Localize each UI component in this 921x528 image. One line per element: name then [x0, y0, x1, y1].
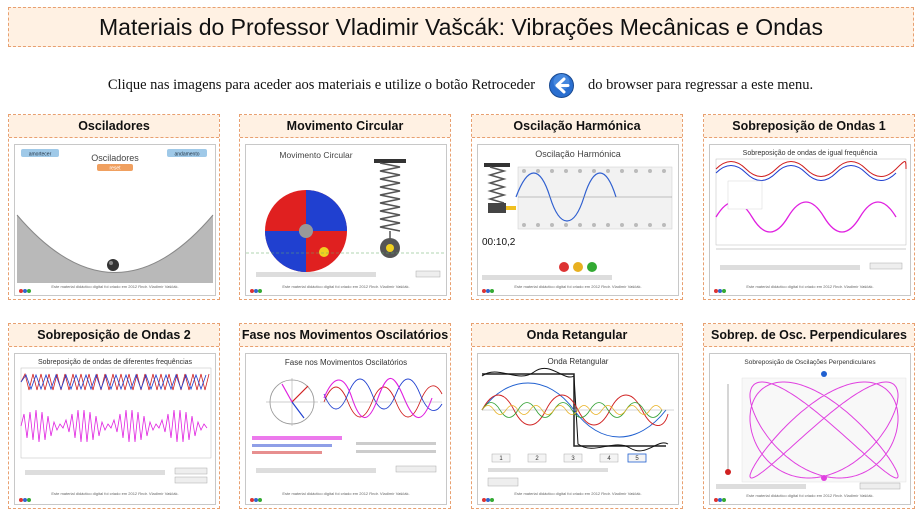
timer-readout: 00:10,2 [482, 237, 516, 248]
harmonic-button-1[interactable]: 1 [499, 456, 503, 462]
harmonic-button-4[interactable]: 4 [607, 456, 611, 462]
instructions-text-after: do browser para regressar a este menu. [588, 76, 814, 93]
footer-note: Este material didáctico digital foi criado em 2012 Rndr. Vladimír Vaščák. [282, 284, 410, 289]
card-title: Onda Retangular [472, 324, 682, 347]
button-andamento[interactable]: andamento [174, 151, 200, 158]
card-osciladores[interactable] [8, 114, 220, 300]
thumbnail-oscilacoes-perpendiculares[interactable] [709, 353, 911, 505]
back-arrow-icon[interactable] [549, 73, 574, 98]
card-movimento-circular[interactable] [239, 114, 451, 300]
inner-title: Oscilação Harmónica [535, 149, 621, 159]
harmonic-button-3[interactable]: 3 [571, 456, 575, 462]
card-title: Oscilação Harmónica [472, 115, 682, 138]
harmonic-button-5[interactable]: 5 [635, 456, 639, 462]
thumbnail-oscilacao-harmonica[interactable] [477, 144, 679, 296]
inner-title: Sobreposição de ondas de igual frequência [742, 150, 878, 157]
card-onda-retangular[interactable] [471, 323, 683, 509]
thumbnail-osciladores[interactable] [14, 144, 216, 296]
card-oscilacoes-perpendiculares[interactable] [703, 323, 915, 509]
card-title: Sobreposição de Ondas 1 [704, 115, 914, 138]
inner-title: Sobreposição de Oscilações Perpendiculares [744, 359, 876, 366]
button-amortecer[interactable]: amortecer [28, 151, 52, 158]
thumbnail-sobreposicao-ondas-2[interactable] [14, 353, 216, 505]
card-sobreposicao-ondas-2[interactable] [8, 323, 220, 509]
thumbnail-onda-retangular[interactable] [477, 353, 679, 505]
thumbnail-sobreposicao-ondas-1[interactable] [709, 144, 911, 296]
thumbnail-movimento-circular[interactable] [245, 144, 447, 296]
inner-title: Osciladores [91, 153, 139, 163]
instructions [0, 70, 921, 100]
inner-title: Sobreposição de ondas de diferentes frequências [37, 359, 193, 366]
card-title: Movimento Circular [240, 115, 450, 138]
card-sobreposicao-ondas-1[interactable] [703, 114, 915, 300]
card-title: Sobrep. de Osc. Perpendiculares [704, 324, 914, 347]
footer-note: Este material didáctico digital foi criado em 2012 Rndr. Vladimír Vaščák. [51, 491, 179, 496]
instructions-text-before: Clique nas imagens para aceder aos materiais e utilize o botão Retroceder [107, 76, 536, 93]
footer-note: Este material didáctico digital foi criado em 2012 Rndr. Vladimír Vaščák. [514, 284, 642, 289]
harmonic-button-2[interactable]: 2 [535, 456, 539, 462]
footer-note: Este material didáctico digital foi criado em 2012 Rndr. Vladimír Vaščák. [746, 284, 874, 289]
footer-note: Este material didáctico digital foi criado em 2012 Rndr. Vladimír Vaščák. [51, 284, 179, 289]
card-title: Sobreposição de Ondas 2 [9, 324, 219, 347]
button-reset[interactable]: reset [109, 165, 121, 172]
page-header [8, 7, 914, 47]
card-title: Osciladores [9, 115, 219, 138]
thumbnail-fase-movimentos[interactable] [245, 353, 447, 505]
footer-note: Este material didáctico digital foi criado em 2012 Rndr. Vladimír Vaščák. [282, 491, 410, 496]
page-title: Materiais do Professor Vladimir Vašcák: Vibrações Mecânicas e Ondas [99, 13, 823, 40]
inner-title: Onda Retangular [547, 357, 609, 366]
inner-title: Fase nos Movimentos Oscilatórios [284, 358, 408, 367]
card-title: Fase nos Movimentos Oscilatórios [240, 324, 450, 347]
card-oscilacao-harmonica[interactable] [471, 114, 683, 300]
footer-note: Este material didáctico digital foi criado em 2012 Rndr. Vladimír Vaščák. [746, 493, 874, 498]
footer-note: Este material didáctico digital foi criado em 2012 Rndr. Vladimír Vaščák. [514, 491, 642, 496]
inner-title: Movimento Circular [279, 150, 353, 160]
card-fase-movimentos[interactable] [239, 323, 451, 509]
